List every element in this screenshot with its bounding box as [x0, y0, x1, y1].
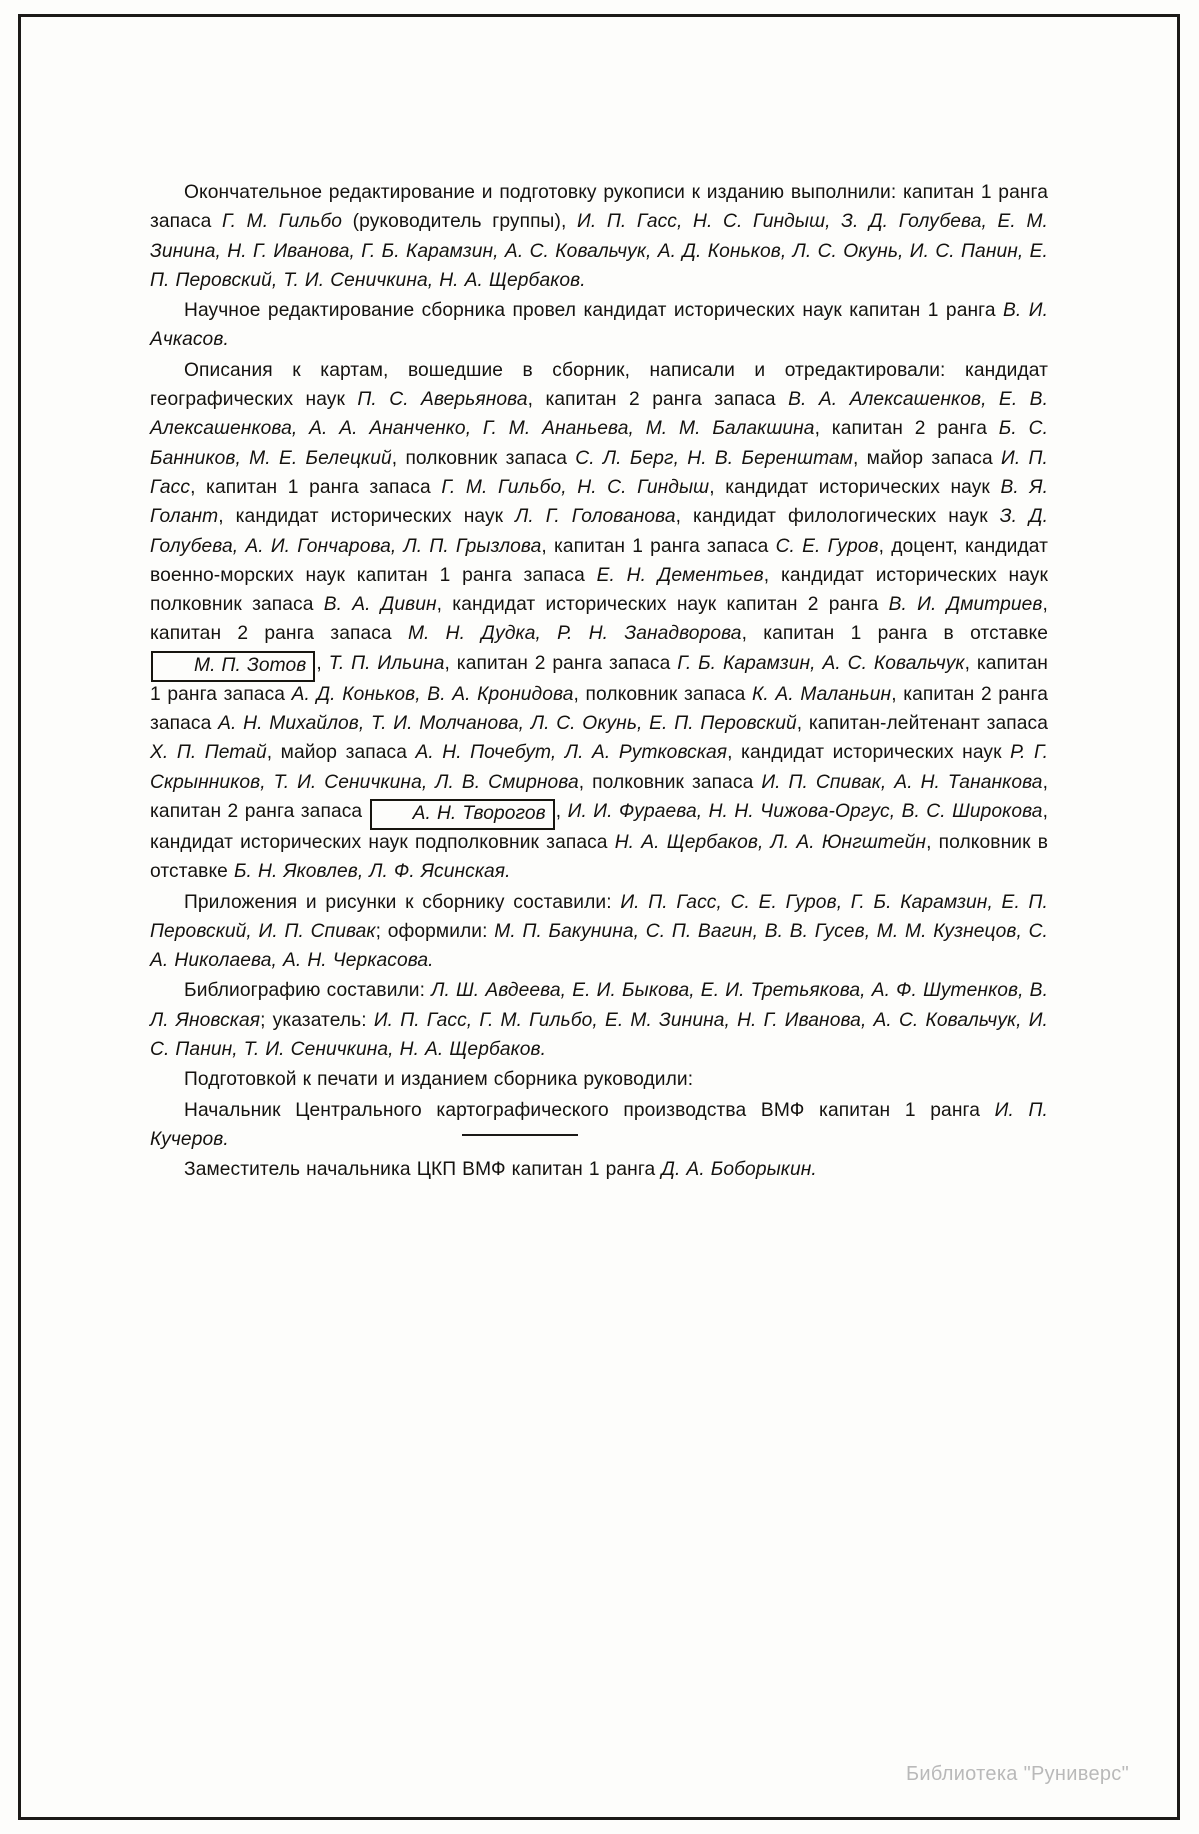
paragraph-bibliography [150, 976, 1048, 1064]
text-run: , майор запаса [852, 447, 1002, 469]
italic-name-run: А. Н. Почебут, Л. А. Рутковская [415, 742, 728, 764]
italic-name-run: В. А. Алексашенков, Е. В. Алексашенкова, А. А. Ананченко, Г. М. Ананьева, М. М. Балакшина [150, 389, 1049, 440]
text-run: Приложения и рисунки к сборнику составили: [184, 891, 621, 913]
text-run: , кандидат исторических наук [709, 476, 1001, 498]
italic-name-run: Л. Ш. Авдеева, Е. И. Быкова, Е. И. Третьякова, А. Ф. Шутенков, В. Л. Яновская [150, 980, 1048, 1031]
italic-name-run: С. Е. Гуров [775, 535, 879, 557]
boxed-name: А. Н. Творогов [370, 799, 555, 830]
text-run: , капитан 2 ранга запаса [150, 594, 1048, 645]
italic-name-run: А. Д. Коньков, В. А. Кронидова [291, 683, 574, 705]
italic-name-run: Х. П. Петай [150, 742, 267, 764]
text-run: , полковник в отставке [150, 831, 1049, 883]
italic-name-run: К. А. Маланьин [752, 683, 892, 705]
text-run: Окончательное редактирование и подготовку рукописи к изданию выполнили: капитан 1 ранга запаса [150, 182, 1048, 233]
text-run: ; оформили: [375, 920, 495, 942]
italic-name-run: И. П. Гасс, Г. М. Гильбо, Е. М. Зинина, Н. Г. Иванова, А. С. Ковальчук, И. С. Панин, Т. И. Сеничкина, Н. А. Щербаков. [150, 1009, 1048, 1061]
text-run: Библиографию составили: [184, 980, 432, 1002]
text-run: Научное редактирование сборника провел кандидат исторических наук капитан 1 ранга [184, 300, 1004, 322]
italic-name-run: В. И. Дмитриев [888, 594, 1043, 616]
text-run: , капитан-лейтенант запаса [796, 713, 1048, 735]
text-run: Подготовкой к печати и изданием сборника руководили: [184, 1069, 694, 1091]
text-run: , полковник запаса [573, 683, 752, 705]
italic-name-run: И. П. Гасс, С. Е. Гуров, Г. Б. Карамзин, Е. П. Перовский, И. П. Спивак [150, 891, 1048, 942]
italic-name-run: М. П. Бакунина, С. П. Вагин, В. В. Гусев, М. М. Кузнецов, С. А. Николаева, А. Н. Черкасова. [150, 920, 1048, 972]
text-run: , кандидат исторических наук [218, 506, 516, 528]
italic-name-run: Б. Н. Яковлев, Л. Ф. Ясинская. [233, 861, 511, 883]
italic-name-run: А. Н. Михайлов, Т. И. Молчанова, Л. С. Окунь, Е. П. Перовский [218, 713, 797, 735]
text-run: , кандидат филологических наук [675, 506, 1000, 528]
paragraph-chief [150, 1096, 1048, 1155]
text-run: , капитан 2 ранга запаса [527, 389, 789, 411]
italic-name-run: И. П. Кучеров. [150, 1099, 1048, 1150]
italic-name-run: Е. Н. Дементьев [596, 564, 764, 586]
text-run: , [316, 652, 329, 674]
italic-name-run: И. П. Спивак, А. Н. Тананкова [761, 771, 1043, 793]
italic-name-run: Н. А. Щербаков, Л. А. Юнгштейн [614, 831, 927, 853]
text-run: , капитан 2 ранга запаса [150, 771, 1048, 822]
italic-name-run: С. Л. Берг, Н. В. Беренштам [575, 447, 853, 469]
text-run: , майор запаса [266, 742, 416, 764]
italic-name-run: В. Я. Голант [150, 476, 1049, 528]
text-run: , кандидат исторических наук капитан 2 ранга [436, 594, 889, 616]
text-run: , капитан 2 ранга запаса [150, 683, 1048, 735]
italic-name-run: Г. М. Гильбо [222, 211, 343, 233]
boxed-name: М. П. Зотов [151, 651, 315, 682]
italic-name-run: М. Н. Дудка, Р. Н. Занадворова [407, 623, 742, 645]
text-run: (руководитель группы), [342, 211, 577, 233]
paragraph-deputy-chief [150, 1155, 1048, 1184]
italic-name-run: Г. Б. Карамзин, А. С. Ковальчук [677, 652, 965, 674]
text-run: Описания к картам, вошедшие в сборник, написали и отредактировали: кандидат географических наук [150, 359, 1048, 411]
text-run: , капитан 1 ранга в отставке [741, 623, 1048, 645]
text-run: Начальник Центрального картографического производства ВМФ капитан 1 ранга [184, 1099, 995, 1121]
text-run: Заместитель начальника ЦКП ВМФ капитан 1 ранга [184, 1159, 662, 1181]
italic-name-run: Б. С. Банников, М. Е. Белецкий [150, 418, 1048, 469]
paragraph-scientific-editing [150, 296, 1048, 355]
text-run: ; указатель: [260, 1009, 374, 1031]
text-run: , кандидат исторических наук [727, 742, 1011, 764]
italic-name-run: И. П. Гасс [150, 447, 1048, 498]
text-run: , капитан 2 ранга запаса [444, 652, 678, 674]
text-run: , полковник запаса [391, 447, 576, 469]
italic-name-run: Р. Г. Скрынников, Т. И. Сеничкина, Л. В. Смирнова [150, 742, 1049, 793]
paragraph-print-preparation [150, 1065, 1048, 1094]
text-run: , кандидат исторических наук полковник запаса [150, 564, 1048, 616]
italic-name-run: Т. П. Ильина [328, 652, 445, 674]
italic-name-run: П. С. Аверьянова [357, 389, 528, 411]
italic-name-run: И. И. Фураева, Н. Н. Чижова-Оргус, В. С. Широкова [567, 800, 1043, 822]
text-run: , [555, 800, 568, 822]
watermark-label: Библиотека "Руниверс" [905, 1763, 1129, 1785]
italic-name-run: И. П. Гасс, Н. С. Гиндыш, З. Д. Голубева, Е. М. Зинина, Н. Г. Иванова, Г. Б. Карамзин, А. С. Ковальчук, А. Д. Коньков, Л. С. Окунь, И. С. Панин, Е. П. Перовский, Т. И. Сеничкина, Н. А. Щербаков. [150, 211, 1048, 291]
horizontal-rule-divider [462, 1134, 578, 1136]
italic-name-run: В. А. Дивин [323, 594, 437, 616]
text-run: , полковник запаса [578, 771, 762, 793]
italic-name-run: Д. А. Боборыкин. [661, 1159, 817, 1181]
text-run: , капитан 1 ранга запаса [150, 652, 1049, 705]
paragraph-map-descriptions [150, 356, 1048, 887]
italic-name-run: Г. М. Гильбо, Н. С. Гиндыш [441, 476, 710, 498]
text-run: , капитан 1 ранга запаса [541, 535, 776, 557]
colophon-text-block [150, 178, 1048, 1186]
italic-name-run: З. Д. Голубева, А. И. Гончарова, Л. П. Грызлова [150, 506, 1049, 557]
text-run: , капитан 1 ранга запаса [190, 476, 442, 498]
text-run: , доцент, кандидат военно-морских наук капитан 1 ранга запаса [150, 535, 1049, 586]
text-run: , капитан 2 ранга [814, 418, 999, 440]
paragraph-appendices [150, 888, 1048, 976]
italic-name-run: В. И. Ачкасов. [150, 300, 1048, 351]
italic-name-run: Л. Г. Голованова [515, 506, 676, 528]
paragraph-final-editing [150, 178, 1048, 295]
text-run: , кандидат исторических наук подполковник запаса [150, 800, 1048, 853]
